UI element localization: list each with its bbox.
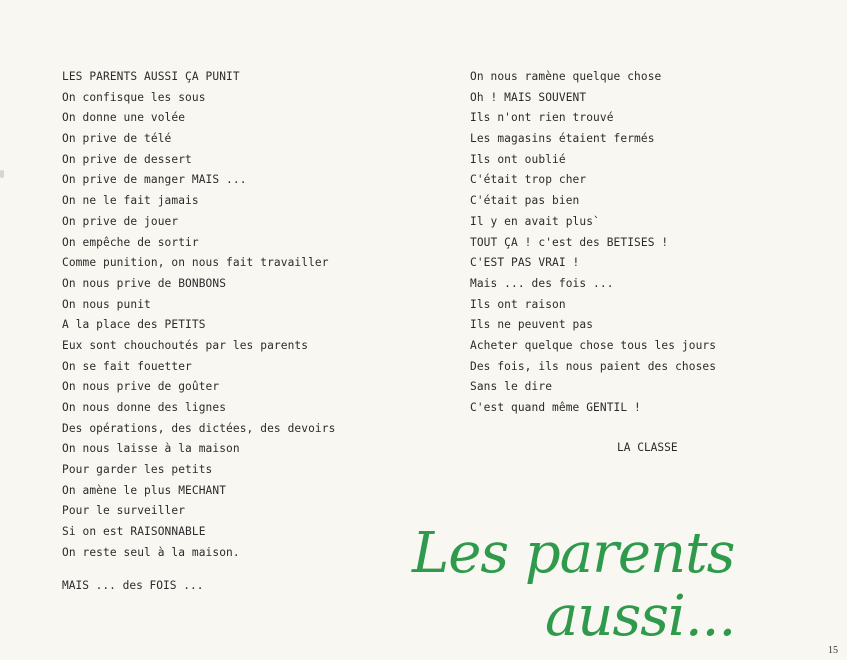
page-number: 15	[828, 645, 838, 656]
text-line: On nous laisse à la maison	[62, 442, 240, 456]
text-line: On se fait fouetter	[62, 359, 192, 373]
text-line: Des fois, ils nous paient des choses	[470, 359, 717, 373]
text-line: On nous donne des lignes	[62, 401, 227, 414]
text-line: Des opérations, des dictées, des devoirs	[62, 421, 336, 435]
text-line: Ils ne peuvent pas	[470, 318, 594, 332]
text-line: On amène le plus MECHANT	[62, 483, 227, 497]
text-line: Pour le surveiller	[62, 504, 186, 518]
text-line: On empêche de sortir	[62, 235, 199, 249]
text-line: On prive de manger MAIS ...	[62, 173, 247, 187]
text-line: Les magasins étaient fermés	[470, 132, 655, 146]
text-line: C'était trop cher	[470, 173, 587, 187]
text-line: TOUT ÇA ! c'est des BETISES !	[470, 235, 669, 249]
text-line: C'était pas bien	[470, 194, 580, 208]
text-line: On ne le fait jamais	[62, 194, 199, 208]
text-line: C'EST PAS VRAI !	[470, 256, 580, 270]
text-line: Sans le dire	[470, 380, 553, 394]
text-line: On confisque les sous	[62, 90, 206, 104]
text-line: On nous prive de goûter	[62, 380, 220, 394]
title-line-1: Les parents	[412, 521, 735, 586]
right-text-column	[470, 67, 716, 419]
paper-stain	[0, 170, 4, 178]
text-line: On nous prive de BONBONS	[62, 276, 227, 290]
text-line: Mais ... des fois ...	[470, 276, 614, 290]
text-line: Oh ! MAIS SOUVENT	[470, 90, 587, 104]
text-line: On nous ramène quelque chose	[470, 70, 662, 83]
text-line: On prive de jouer	[62, 214, 179, 228]
text-line: On nous punit	[62, 297, 151, 311]
text-line: Ils n'ont rien trouvé	[470, 111, 614, 125]
text-line: On prive de dessert	[62, 152, 192, 166]
text-line: Comme punition, on nous fait travailler	[62, 256, 329, 270]
text-line: On reste seul à la maison.	[62, 545, 240, 559]
text-line: Eux sont chouchoutés par les parents	[62, 338, 309, 352]
left-text-column	[62, 67, 335, 564]
text-line: LES PARENTS AUSSI ÇA PUNIT	[62, 70, 240, 83]
text-line: On prive de télé	[62, 132, 172, 146]
text-line: Ils ont oublié	[470, 152, 566, 166]
text-line: Ils ont raison	[470, 297, 566, 311]
signature: LA CLASSE	[617, 441, 678, 454]
text-line: Si on est RAISONNABLE	[62, 525, 206, 539]
text-line: C'est quand même GENTIL !	[470, 401, 641, 414]
text-line: Pour garder les petits	[62, 463, 213, 477]
text-line: Acheter quelque chose tous les jours	[470, 338, 717, 352]
text-line: A la place des PETITS	[62, 318, 206, 332]
left-footer-line: MAIS ... des FOIS ...	[62, 579, 204, 592]
text-line: On donne une volée	[62, 111, 186, 125]
text-line: Il y en avait plus`	[470, 214, 600, 228]
title-line-2: aussi...	[545, 584, 736, 649]
